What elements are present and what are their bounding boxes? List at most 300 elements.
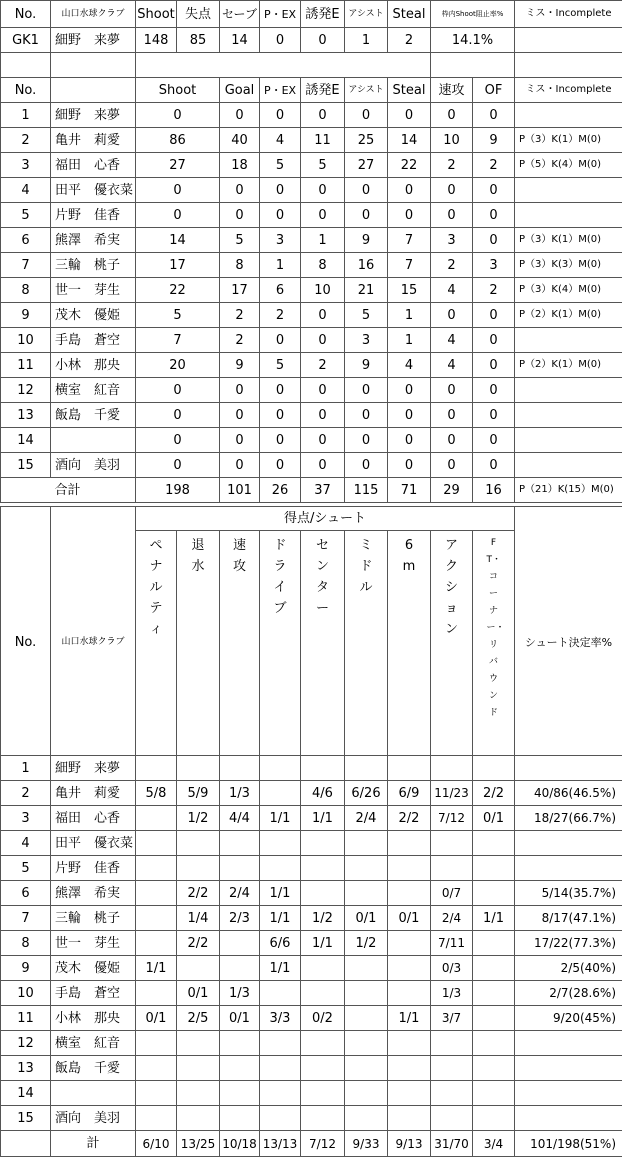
stats-header-row	[1, 78, 622, 103]
shots-cell-ft-corner-rebound	[473, 881, 515, 906]
stats-cell-shoot: 5	[136, 303, 220, 328]
stats-cell-pex: 0	[260, 453, 301, 478]
shots-cell-fastbreak: 4/4	[220, 806, 260, 831]
stats-row	[1, 253, 622, 278]
stats-cell-no: 1	[1, 103, 51, 128]
shots-cell-6m	[388, 931, 431, 956]
stats-cell-fastbreak: 0	[431, 428, 473, 453]
shots-cell-center	[301, 756, 345, 781]
shots-cell-exclusion: 2/2	[177, 931, 220, 956]
shots-cell-name: 田平 優衣菜	[51, 831, 136, 856]
stats-cell-name: 飯島 千愛	[51, 403, 136, 428]
shots-cell-drive	[260, 1056, 301, 1081]
stats-cell-no: 4	[1, 178, 51, 203]
stats-total-fastbreak: 29	[431, 478, 473, 503]
stats-row	[1, 303, 622, 328]
stats-cell-name: 横室 紅音	[51, 378, 136, 403]
stats-cell-name: 三輪 桃子	[51, 253, 136, 278]
stats-cell-shoot: 22	[136, 278, 220, 303]
stats-cell-steal: 0	[388, 178, 431, 203]
stats-cell-goal: 5	[220, 228, 260, 253]
shots-cell-action	[431, 756, 473, 781]
stats-total-label: 合計	[51, 478, 136, 503]
shots-row	[1, 1006, 622, 1031]
stats-cell-fastbreak: 2	[431, 153, 473, 178]
shots-cell-fastbreak	[220, 956, 260, 981]
stats-cell-of: 0	[473, 378, 515, 403]
stats-cell-pex: 5	[260, 353, 301, 378]
shots-cell-drive: 3/3	[260, 1006, 301, 1031]
shots-cell-drive: 1/1	[260, 956, 301, 981]
stats-cell-shoot: 86	[136, 128, 220, 153]
stats-cell-of: 0	[473, 328, 515, 353]
stats-row	[1, 103, 622, 128]
stats-cell-miss	[515, 453, 622, 478]
stats-cell-name: 世一 芽生	[51, 278, 136, 303]
shots-cell-penalty: 1/1	[136, 956, 177, 981]
shots-title: 得点/シュート	[136, 507, 515, 531]
stats-cell-steal: 0	[388, 428, 431, 453]
stats-cell-no: 3	[1, 153, 51, 178]
stats-total-pex: 26	[260, 478, 301, 503]
stats-cell-miss	[515, 403, 622, 428]
stats-cell-assist: 16	[345, 253, 388, 278]
stats-cell-induced-e: 0	[301, 428, 345, 453]
shots-cell-rate	[515, 831, 622, 856]
stats-cell-miss	[515, 203, 622, 228]
shots-total-6m: 9/13	[388, 1131, 431, 1157]
shots-cell-exclusion	[177, 1106, 220, 1131]
header-shoot: Shoot	[136, 1, 177, 28]
stats-cell-goal: 17	[220, 278, 260, 303]
shots-cell-middle	[345, 881, 388, 906]
stats-cell-steal: 15	[388, 278, 431, 303]
stats-cell-name: 細野 来夢	[51, 103, 136, 128]
shots-cell-ft-corner-rebound	[473, 1081, 515, 1106]
stats-cell-fastbreak: 10	[431, 128, 473, 153]
header-club: 山口水球クラブ	[51, 1, 136, 28]
gk-assist: 1	[345, 28, 388, 53]
shots-cell-ft-corner-rebound	[473, 1106, 515, 1131]
shots-cell-drive: 1/1	[260, 881, 301, 906]
stats-cell-goal: 0	[220, 428, 260, 453]
stats-cell-goal: 9	[220, 353, 260, 378]
stats-cell-assist: 0	[345, 378, 388, 403]
shots-cell-ft-corner-rebound	[473, 1006, 515, 1031]
shots-row	[1, 1031, 622, 1056]
shots-cell-rate	[515, 1106, 622, 1131]
gk-block-rate: 14.1%	[431, 28, 515, 53]
stats-cell-steal: 22	[388, 153, 431, 178]
shots-cell-name: 小林 那央	[51, 1006, 136, 1031]
shots-header-no: No.	[1, 531, 51, 756]
stats-total-steal: 71	[388, 478, 431, 503]
stats-total-assist: 115	[345, 478, 388, 503]
shots-row	[1, 831, 622, 856]
shots-cell-penalty	[136, 856, 177, 881]
stats-cell-induced-e: 0	[301, 203, 345, 228]
header-assist: アシスト	[345, 1, 388, 28]
shots-cell-rate: 2/7(28.6%)	[515, 981, 622, 1006]
stats-header-shoot: Shoot	[136, 78, 220, 103]
shots-cell-penalty	[136, 981, 177, 1006]
shots-row	[1, 856, 622, 881]
stats-cell-shoot: 0	[136, 103, 220, 128]
stats-cell-pex: 3	[260, 228, 301, 253]
shots-cell-center	[301, 1106, 345, 1131]
stats-cell-no: 13	[1, 403, 51, 428]
shots-row	[1, 956, 622, 981]
stats-cell-pex: 1	[260, 253, 301, 278]
stats-cell-pex: 2	[260, 303, 301, 328]
stats-header-fastbreak: 速攻	[431, 78, 473, 103]
stats-cell-no: 8	[1, 278, 51, 303]
shots-cell-no: 4	[1, 831, 51, 856]
shots-cell-rate: 40/86(46.5%)	[515, 781, 622, 806]
shots-cell-name: 福田 心香	[51, 806, 136, 831]
shots-cell-name: 茂木 優姫	[51, 956, 136, 981]
shots-cell-6m	[388, 981, 431, 1006]
stats-cell-no: 10	[1, 328, 51, 353]
shots-cell-middle: 0/1	[345, 906, 388, 931]
shots-cell-name: 熊澤 希実	[51, 881, 136, 906]
stats-cell-assist: 0	[345, 428, 388, 453]
shots-total-penalty: 6/10	[136, 1131, 177, 1157]
stats-row	[1, 353, 622, 378]
shots-cell-ft-corner-rebound: 1/1	[473, 906, 515, 931]
stats-header-steal: Steal	[388, 78, 431, 103]
shots-cell-rate	[515, 1056, 622, 1081]
shots-cell-no: 6	[1, 881, 51, 906]
shots-cell-name: 世一 芽生	[51, 931, 136, 956]
shots-row	[1, 1081, 622, 1106]
shots-cell-center	[301, 956, 345, 981]
shots-cell-center	[301, 1031, 345, 1056]
stats-cell-pex: 0	[260, 403, 301, 428]
stats-cell-pex: 0	[260, 178, 301, 203]
shots-cell-6m	[388, 856, 431, 881]
gk-conceded: 85	[177, 28, 220, 53]
stats-cell-name: 熊澤 希実	[51, 228, 136, 253]
stats-header-induced-e: 誘発E	[301, 78, 345, 103]
shots-cell-no: 5	[1, 856, 51, 881]
col-penalty: ペナルティ	[136, 531, 177, 756]
stats-cell-fastbreak: 3	[431, 228, 473, 253]
gk-save: 14	[220, 28, 260, 53]
shots-cell-center: 1/1	[301, 931, 345, 956]
shots-cell-penalty	[136, 1056, 177, 1081]
shots-cell-no: 10	[1, 981, 51, 1006]
stats-cell-miss	[515, 103, 622, 128]
shots-cell-rate: 5/14(35.7%)	[515, 881, 622, 906]
stats-cell-assist: 21	[345, 278, 388, 303]
shots-cell-drive	[260, 781, 301, 806]
stats-cell-steal: 1	[388, 328, 431, 353]
shots-cell-drive	[260, 1031, 301, 1056]
shots-cell-action	[431, 831, 473, 856]
stats-cell-miss	[515, 428, 622, 453]
shots-cell-rate	[515, 856, 622, 881]
stats-cell-fastbreak: 0	[431, 203, 473, 228]
stats-row	[1, 453, 622, 478]
shots-header-club: 山口水球クラブ	[51, 531, 136, 756]
shots-cell-ft-corner-rebound: 0/1	[473, 806, 515, 831]
stats-header-blank	[51, 78, 136, 103]
shots-cell-action: 0/7	[431, 881, 473, 906]
stats-cell-goal: 40	[220, 128, 260, 153]
col-ft-corner-rebound: FT・コーナー・リバウンド	[473, 531, 515, 756]
shots-title-row	[1, 507, 622, 531]
header-conceded: 失点	[177, 1, 220, 28]
stats-cell-induced-e: 2	[301, 353, 345, 378]
stats-cell-induced-e: 0	[301, 328, 345, 353]
shots-cell-center: 1/2	[301, 906, 345, 931]
stats-cell-shoot: 0	[136, 428, 220, 453]
shots-cell-ft-corner-rebound	[473, 1031, 515, 1056]
shots-cell-center	[301, 881, 345, 906]
shots-cell-6m	[388, 756, 431, 781]
stats-cell-assist: 5	[345, 303, 388, 328]
stats-cell-steal: 0	[388, 378, 431, 403]
shots-cell-name: 横室 紅音	[51, 1031, 136, 1056]
stats-cell-no: 12	[1, 378, 51, 403]
shots-cell-name: 片野 佳香	[51, 856, 136, 881]
shots-cell-center	[301, 1081, 345, 1106]
stats-cell-no: 14	[1, 428, 51, 453]
shots-cell-no: 7	[1, 906, 51, 931]
shots-cell-penalty: 0/1	[136, 1006, 177, 1031]
stats-total-goal: 101	[220, 478, 260, 503]
col-action: アクション	[431, 531, 473, 756]
stats-row	[1, 403, 622, 428]
shots-cell-fastbreak	[220, 756, 260, 781]
shots-cell-action: 7/12	[431, 806, 473, 831]
shots-cell-middle	[345, 981, 388, 1006]
shots-cell-penalty	[136, 1106, 177, 1131]
stats-cell-name: 田平 優衣菜	[51, 178, 136, 203]
shots-cell-penalty	[136, 831, 177, 856]
stats-row	[1, 278, 622, 303]
shots-cell-exclusion	[177, 1056, 220, 1081]
stats-cell-of: 2	[473, 153, 515, 178]
shots-cell-exclusion: 1/2	[177, 806, 220, 831]
shots-cell-rate	[515, 1031, 622, 1056]
shots-total-action: 31/70	[431, 1131, 473, 1157]
stats-cell-fastbreak: 0	[431, 378, 473, 403]
shots-cell-penalty: 5/8	[136, 781, 177, 806]
stats-cell-goal: 0	[220, 203, 260, 228]
shots-cell-rate: 2/5(40%)	[515, 956, 622, 981]
stats-cell-miss: P（3）K(1）M(0)	[515, 128, 622, 153]
stats-cell-of: 0	[473, 403, 515, 428]
stats-cell-no: 2	[1, 128, 51, 153]
shots-cell-6m: 2/2	[388, 806, 431, 831]
shots-cell-fastbreak: 2/3	[220, 906, 260, 931]
shots-table	[0, 506, 622, 1157]
shots-cell-no: 3	[1, 806, 51, 831]
shots-cell-middle	[345, 831, 388, 856]
shots-cell-exclusion: 2/2	[177, 881, 220, 906]
shots-total-exclusion: 13/25	[177, 1131, 220, 1157]
shots-cell-no: 1	[1, 756, 51, 781]
stats-cell-steal: 7	[388, 228, 431, 253]
shots-cell-center	[301, 856, 345, 881]
shots-cell-middle: 2/4	[345, 806, 388, 831]
stats-row	[1, 428, 622, 453]
stats-cell-steal: 14	[388, 128, 431, 153]
stats-cell-induced-e: 10	[301, 278, 345, 303]
shots-cell-penalty	[136, 906, 177, 931]
shots-cell-rate: 18/27(66.7%)	[515, 806, 622, 831]
stats-cell-fastbreak: 4	[431, 353, 473, 378]
stats-cell-fastbreak: 0	[431, 178, 473, 203]
gk-no: GK1	[1, 28, 51, 53]
shots-cell-center	[301, 981, 345, 1006]
stats-cell-pex: 0	[260, 103, 301, 128]
shots-header-row	[1, 531, 622, 756]
col-drive: ドライブ	[260, 531, 301, 756]
shots-cell-ft-corner-rebound	[473, 756, 515, 781]
shots-row	[1, 981, 622, 1006]
stats-cell-fastbreak: 0	[431, 403, 473, 428]
stats-header-miss: ミス・Incomplete	[515, 78, 622, 103]
stats-cell-name: 福田 心香	[51, 153, 136, 178]
shots-cell-action	[431, 856, 473, 881]
stats-cell-shoot: 0	[136, 403, 220, 428]
stats-cell-induced-e: 1	[301, 228, 345, 253]
stats-cell-of: 2	[473, 278, 515, 303]
shots-cell-middle	[345, 1081, 388, 1106]
shots-total-rate: 101/198(51%)	[515, 1131, 622, 1157]
shots-cell-action: 1/3	[431, 981, 473, 1006]
stats-cell-of: 3	[473, 253, 515, 278]
shots-cell-exclusion	[177, 856, 220, 881]
shots-cell-exclusion	[177, 1031, 220, 1056]
shots-cell-middle	[345, 1056, 388, 1081]
shots-cell-center	[301, 1056, 345, 1081]
shots-cell-exclusion	[177, 831, 220, 856]
stats-cell-name: 酒向 美羽	[51, 453, 136, 478]
shots-cell-exclusion: 2/5	[177, 1006, 220, 1031]
stats-cell-no: 9	[1, 303, 51, 328]
shots-cell-drive	[260, 1081, 301, 1106]
shots-cell-action	[431, 1106, 473, 1131]
shots-cell-exclusion	[177, 1081, 220, 1106]
shots-cell-no: 11	[1, 1006, 51, 1031]
shots-row	[1, 906, 622, 931]
stats-header-no: No.	[1, 78, 51, 103]
shots-row	[1, 756, 622, 781]
stats-cell-miss	[515, 178, 622, 203]
shots-cell-action: 7/11	[431, 931, 473, 956]
shots-cell-fastbreak	[220, 1081, 260, 1106]
shots-row	[1, 781, 622, 806]
stats-cell-shoot: 14	[136, 228, 220, 253]
shots-cell-drive: 1/1	[260, 906, 301, 931]
col-center: センター	[301, 531, 345, 756]
shots-cell-penalty	[136, 806, 177, 831]
stats-cell-shoot: 0	[136, 378, 220, 403]
header-steal: Steal	[388, 1, 431, 28]
shots-cell-action	[431, 1056, 473, 1081]
col-6m: 6m	[388, 531, 431, 756]
gk-steal: 2	[388, 28, 431, 53]
shots-cell-drive	[260, 756, 301, 781]
stats-cell-miss: P（2）K(1）M(0)	[515, 353, 622, 378]
shots-cell-name: 酒向 美羽	[51, 1106, 136, 1131]
stats-cell-steal: 0	[388, 103, 431, 128]
stats-cell-name	[51, 428, 136, 453]
player-stats-table	[0, 77, 622, 503]
shots-total-drive: 13/13	[260, 1131, 301, 1157]
shots-cell-ft-corner-rebound	[473, 931, 515, 956]
shots-cell-center	[301, 831, 345, 856]
col-fastbreak: 速攻	[220, 531, 260, 756]
stats-row	[1, 203, 622, 228]
shots-cell-name: 手島 蒼空	[51, 981, 136, 1006]
stats-cell-fastbreak: 0	[431, 453, 473, 478]
stats-total-induced-e: 37	[301, 478, 345, 503]
stats-cell-assist: 0	[345, 103, 388, 128]
stats-cell-miss: P（3）K(4）M(0)	[515, 278, 622, 303]
shots-cell-no: 15	[1, 1106, 51, 1131]
stats-cell-name: 茂木 優姫	[51, 303, 136, 328]
shots-cell-name: 細野 来夢	[51, 756, 136, 781]
shots-cell-fastbreak	[220, 931, 260, 956]
stats-cell-pex: 6	[260, 278, 301, 303]
stats-cell-of: 0	[473, 453, 515, 478]
shots-cell-center: 4/6	[301, 781, 345, 806]
stats-cell-assist: 0	[345, 453, 388, 478]
header-miss: ミス・Incomplete	[515, 1, 622, 28]
stats-cell-fastbreak: 0	[431, 103, 473, 128]
stats-cell-of: 0	[473, 228, 515, 253]
stats-cell-of: 9	[473, 128, 515, 153]
stats-cell-miss	[515, 378, 622, 403]
shots-cell-no: 13	[1, 1056, 51, 1081]
stats-total-row	[1, 478, 622, 503]
shots-cell-exclusion	[177, 756, 220, 781]
shots-cell-action	[431, 1081, 473, 1106]
shots-cell-6m	[388, 831, 431, 856]
shots-cell-middle	[345, 1006, 388, 1031]
stats-row	[1, 178, 622, 203]
shots-cell-action: 0/3	[431, 956, 473, 981]
stats-cell-no: 15	[1, 453, 51, 478]
stats-cell-goal: 18	[220, 153, 260, 178]
shots-row	[1, 1106, 622, 1131]
stats-cell-miss: P（2）K(1）M(0)	[515, 303, 622, 328]
header-save: セーブ	[220, 1, 260, 28]
shots-cell-6m: 6/9	[388, 781, 431, 806]
stats-row	[1, 378, 622, 403]
shots-cell-ft-corner-rebound	[473, 1056, 515, 1081]
shots-cell-6m: 0/1	[388, 906, 431, 931]
stats-total-shoot: 198	[136, 478, 220, 503]
stats-cell-assist: 3	[345, 328, 388, 353]
stats-cell-of: 0	[473, 303, 515, 328]
stats-cell-induced-e: 0	[301, 178, 345, 203]
shots-cell-fastbreak	[220, 831, 260, 856]
stats-cell-shoot: 17	[136, 253, 220, 278]
stats-cell-fastbreak: 4	[431, 278, 473, 303]
stats-cell-induced-e: 0	[301, 378, 345, 403]
stats-total-of: 16	[473, 478, 515, 503]
col-middle: ミドル	[345, 531, 388, 756]
stats-cell-assist: 0	[345, 178, 388, 203]
shots-cell-exclusion: 1/4	[177, 906, 220, 931]
gk-induced-e: 0	[301, 28, 345, 53]
